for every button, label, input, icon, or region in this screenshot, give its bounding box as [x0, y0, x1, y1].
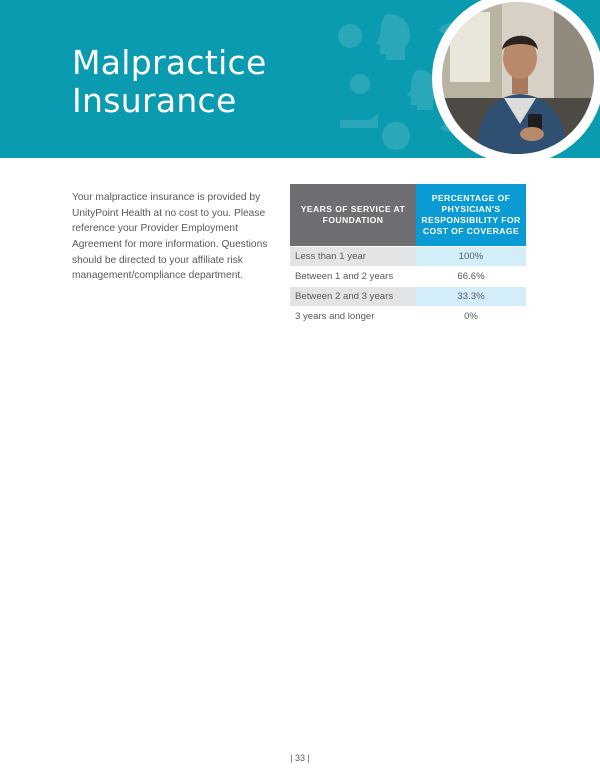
- table-row: [290, 287, 526, 307]
- intro-paragraph: Your malpractice insurance is provided by UnityPoint Health at no cost to you. Please reference your Provider Employment Agreement for more information. Questions should be directed to your affiliate risk management/compliance department.: [72, 192, 268, 282]
- title-line-1: Malpractice: [72, 43, 267, 82]
- table-row: [290, 267, 526, 287]
- years-cell: 3 years and longer: [290, 307, 416, 327]
- years-of-service-header: YEARS OF SERVICE AT FOUNDATION: [290, 184, 416, 247]
- table-row: [290, 247, 526, 267]
- title-line-2: Insurance: [72, 81, 237, 120]
- years-cell: Between 1 and 2 years: [290, 267, 416, 287]
- people-icon: [350, 74, 370, 94]
- hand-coin-icon: [340, 114, 378, 128]
- years-cell: Less than 1 year: [290, 247, 416, 267]
- percentage-cell: 0%: [416, 307, 526, 327]
- man-with-phone-illustration: [442, 2, 594, 154]
- table-row: [290, 307, 526, 327]
- head-heart-icon: [376, 14, 410, 60]
- page-number: | 33 |: [290, 753, 310, 763]
- percentage-cell: 33.3%: [416, 287, 526, 307]
- head-heart-icon-3: [382, 122, 410, 150]
- heart-hand-icon: [338, 24, 362, 48]
- percentage-cell: 100%: [416, 247, 526, 267]
- percentage-cell: 66.6%: [416, 267, 526, 287]
- physician-photo: [442, 2, 594, 154]
- percentage-header: PERCENTAGE OF PHYSICIAN'S RESPONSIBILITY FOR COST OF COVERAGE: [416, 184, 526, 247]
- page-title: [72, 44, 267, 120]
- table-header-row: [290, 184, 526, 247]
- coverage-table: [290, 184, 526, 326]
- years-cell: Between 2 and 3 years: [290, 287, 416, 307]
